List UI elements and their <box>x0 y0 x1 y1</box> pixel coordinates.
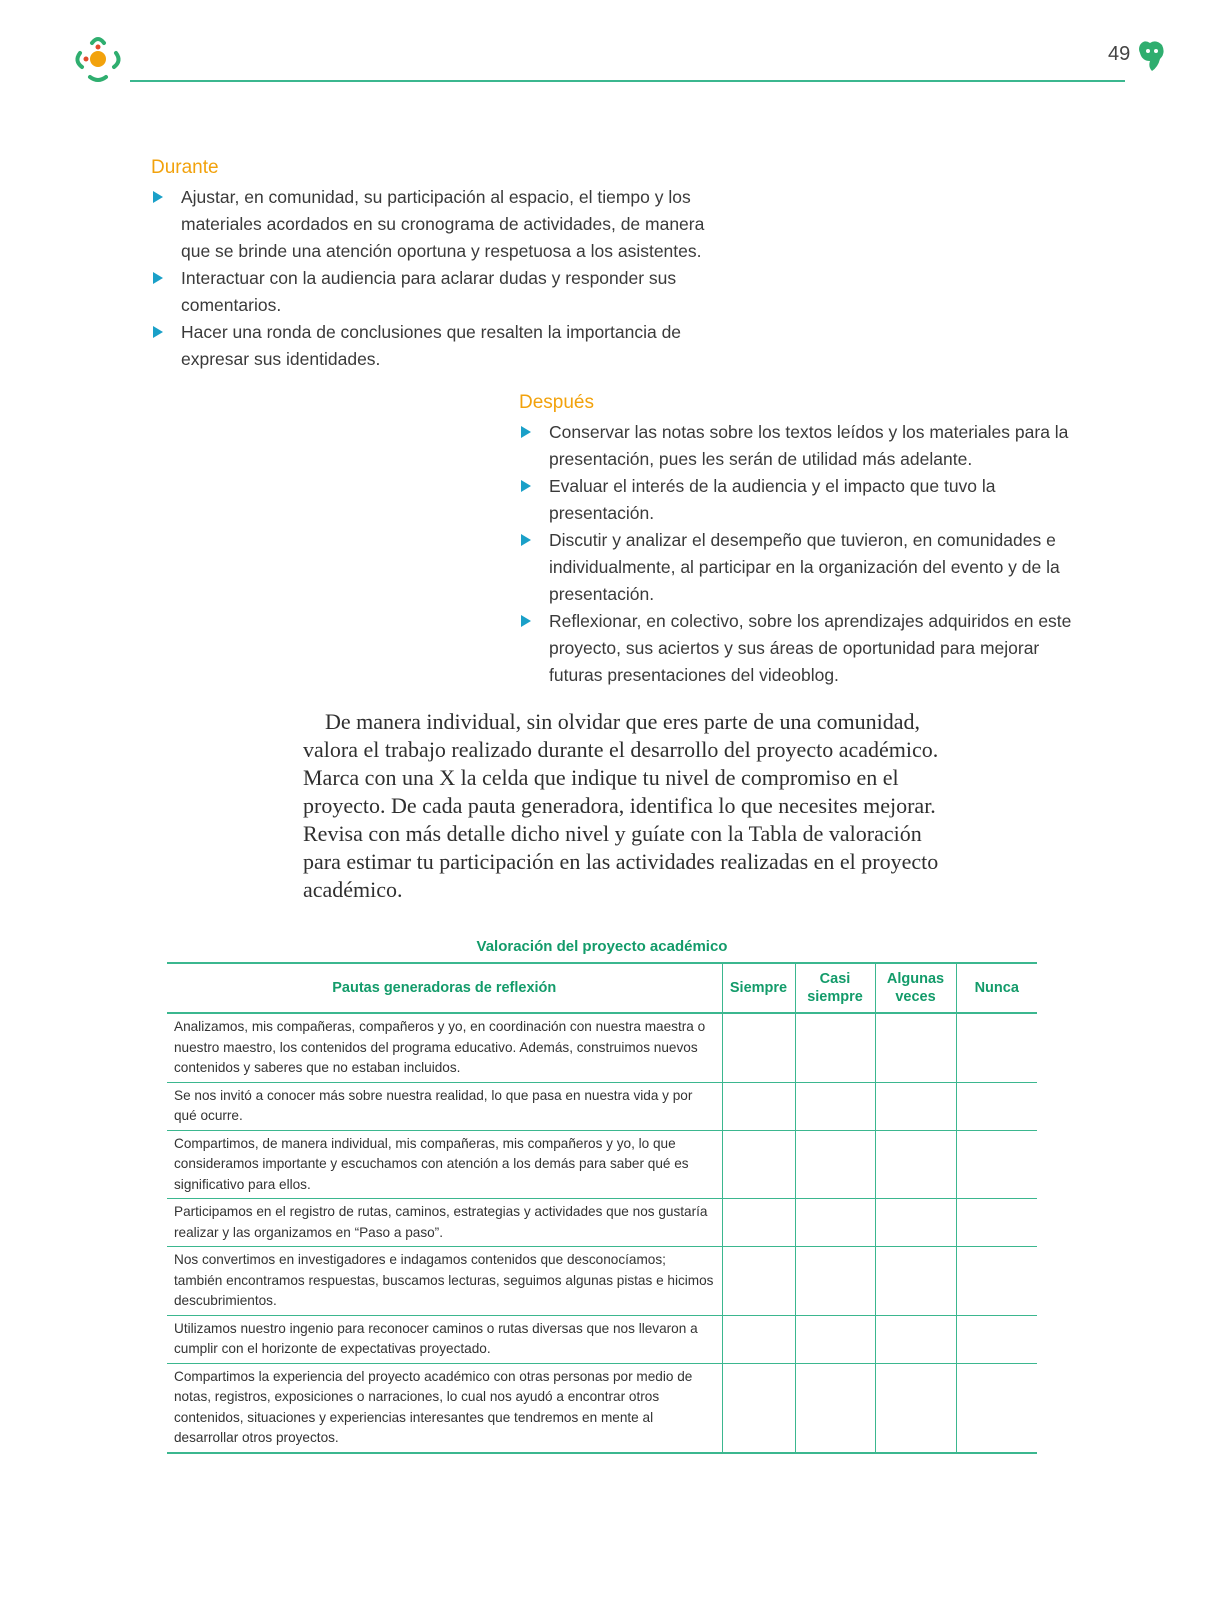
siempre-cell[interactable] <box>722 1199 795 1247</box>
siempre-cell[interactable] <box>722 1013 795 1082</box>
table-header-row <box>167 963 1037 1013</box>
bullet-arrow-icon <box>153 272 163 284</box>
casi-siempre-cell[interactable] <box>795 1013 875 1082</box>
casi-siempre-cell[interactable] <box>795 1363 875 1453</box>
casi-siempre-cell[interactable] <box>795 1130 875 1199</box>
bullet-arrow-icon <box>521 480 531 492</box>
bullet-arrow-icon <box>153 191 163 203</box>
casi-siempre-cell[interactable] <box>795 1082 875 1130</box>
intro-paragraph: De manera individual, sin olvidar que eres parte de una comunidad, valora el trabajo realizado durante el desarrollo del proyecto académico. Marca con una X la celda que indique tu nivel de compromiso en el proyecto. De cada pauta generadora, identifica lo que necesites mejorar. Revisa con más detalle dicho nivel y guíate con la Tabla de valoración para estimar tu participación en las actividades realizadas en el proyecto académico. <box>303 709 939 902</box>
flower-logo-icon <box>72 33 124 85</box>
bullet-arrow-icon <box>153 326 163 338</box>
siempre-cell[interactable] <box>722 1130 795 1199</box>
algunas-veces-cell[interactable] <box>875 1082 956 1130</box>
nunca-cell[interactable] <box>956 1363 1037 1453</box>
algunas-veces-cell[interactable] <box>875 1315 956 1363</box>
despues-list <box>521 419 1077 689</box>
algunas-veces-cell[interactable] <box>875 1130 956 1199</box>
row-text: Participamos en el registro de rutas, caminos, estrategias y actividades que nos gustaría realizar y las organizamos en “Paso a paso”. <box>167 1199 722 1247</box>
bullet-arrow-icon <box>521 426 531 438</box>
list-item: Conservar las notas sobre los textos leídos y los materiales para la presentación, pues les serán de utilidad más adelante. <box>521 419 1077 473</box>
bullet-arrow-icon <box>521 534 531 546</box>
casi-siempre-cell[interactable] <box>795 1199 875 1247</box>
nunca-cell[interactable] <box>956 1315 1037 1363</box>
despues-title: Después <box>519 392 594 413</box>
row-text: Compartimos, de manera individual, mis compañeras, mis compañeros y yo, lo que consideramos importante y escuchamos con atención a los demás para saber qué es significativo para ellos. <box>167 1130 722 1199</box>
table-title: Valoración del proyecto académico <box>476 938 728 955</box>
nunca-cell[interactable] <box>956 1013 1037 1082</box>
header-algunas-veces: Algunas veces <box>875 963 956 1013</box>
row-text: Analizamos, mis compañeras, compañeros y yo, en coordinación con nuestra maestra o nuestro maestro, los contenidos del programa educativo. Además, construimos nuevos contenidos y saberes que no estaban incluidos. <box>167 1013 722 1082</box>
list-item: Interactuar con la audiencia para aclarar dudas y responder sus comentarios. <box>153 265 713 319</box>
algunas-veces-cell[interactable] <box>875 1013 956 1082</box>
table-row <box>167 1199 1037 1247</box>
algunas-veces-cell[interactable] <box>875 1363 956 1453</box>
nunca-cell[interactable] <box>956 1199 1037 1247</box>
header-nunca: Nunca <box>956 963 1037 1013</box>
table-row <box>167 1130 1037 1199</box>
casi-siempre-cell[interactable] <box>795 1315 875 1363</box>
nunca-cell[interactable] <box>956 1130 1037 1199</box>
row-text: Compartimos la experiencia del proyecto académico con otras personas por medio de notas, registros, exposiciones o narraciones, lo cual nos ayudó a encontrar otros contenidos, situaciones y experiencias interesantes que tendremos en mente al desarrollar otros proyectos. <box>167 1363 722 1453</box>
header-casi-siempre: Casi siempre <box>795 963 875 1013</box>
casi-siempre-cell[interactable] <box>795 1247 875 1316</box>
page-number: 49 <box>1108 43 1131 65</box>
assessment-table <box>167 962 1037 1454</box>
algunas-veces-cell[interactable] <box>875 1247 956 1316</box>
list-item: Discutir y analizar el desempeño que tuvieron, en comunidades e individualmente, al participar en la organización del evento y de la presentación. <box>521 527 1077 608</box>
table-row <box>167 1013 1037 1082</box>
table-row <box>167 1363 1037 1453</box>
bullet-arrow-icon <box>521 615 531 627</box>
header-pautas: Pautas generadoras de reflexión <box>167 963 722 1013</box>
row-text: Se nos invitó a conocer más sobre nuestra realidad, lo que pasa en nuestra vida y por qué ocurre. <box>167 1082 722 1130</box>
row-text: Nos convertimos en investigadores e indagamos contenidos que desconocíamos; también encontramos respuestas, buscamos lecturas, seguimos algunas pistas e hicimos descubrimientos. <box>167 1247 722 1316</box>
nunca-cell[interactable] <box>956 1247 1037 1316</box>
list-item: Ajustar, en comunidad, su participación al espacio, el tiempo y los materiales acordados en su cronograma de actividades, de manera que se brinde una atención oportuna y respetuosa a los asistentes. <box>153 184 713 265</box>
table-row <box>167 1315 1037 1363</box>
row-text: Utilizamos nuestro ingenio para reconocer caminos o rutas diversas que nos llevaron a cumplir con el horizonte de expectativas proyectado. <box>167 1315 722 1363</box>
table-row <box>167 1082 1037 1130</box>
table-row <box>167 1247 1037 1316</box>
siempre-cell[interactable] <box>722 1363 795 1453</box>
list-item: Evaluar el interés de la audiencia y el impacto que tuvo la presentación. <box>521 473 1077 527</box>
durante-title: Durante <box>151 157 219 178</box>
siempre-cell[interactable] <box>722 1315 795 1363</box>
list-item: Reflexionar, en colectivo, sobre los aprendizajes adquiridos en este proyecto, sus aciertos y sus áreas de oportunidad para mejorar futuras presentaciones del videoblog. <box>521 608 1077 689</box>
header-siempre: Siempre <box>722 963 795 1013</box>
header-rule <box>130 80 1125 82</box>
green-glyph-icon <box>1136 39 1166 75</box>
durante-list <box>153 184 713 373</box>
algunas-veces-cell[interactable] <box>875 1199 956 1247</box>
siempre-cell[interactable] <box>722 1247 795 1316</box>
siempre-cell[interactable] <box>722 1082 795 1130</box>
list-item: Hacer una ronda de conclusiones que resalten la importancia de expresar sus identidades. <box>153 319 713 373</box>
nunca-cell[interactable] <box>956 1082 1037 1130</box>
